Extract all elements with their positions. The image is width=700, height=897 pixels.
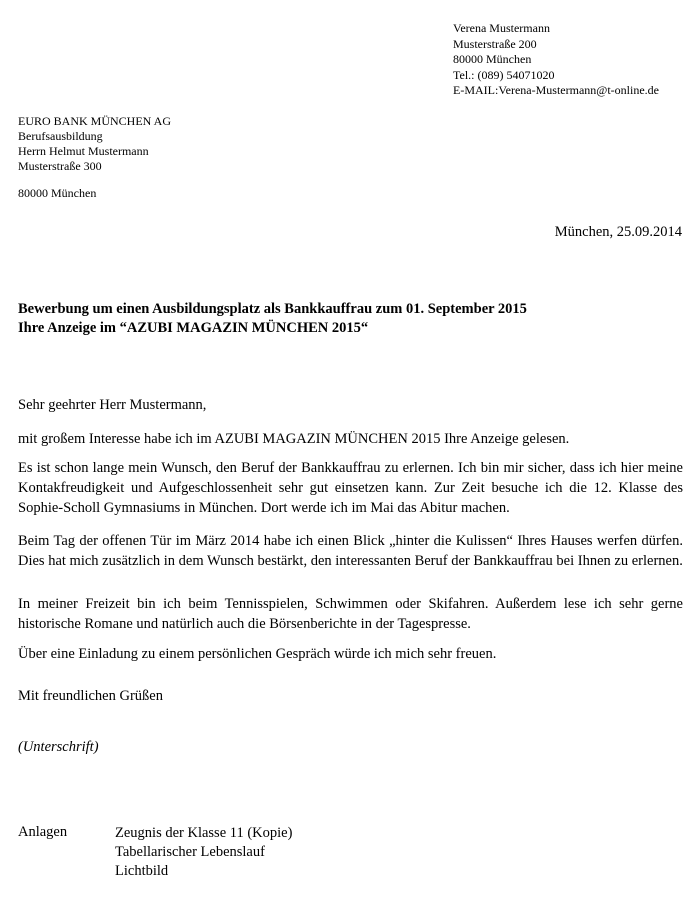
recipient-department: Berufsausbildung bbox=[18, 129, 103, 143]
sender-phone: Tel.: (089) 54071020 bbox=[453, 67, 555, 82]
recipient-street: Musterstraße 300 bbox=[18, 159, 102, 173]
recipient-company: EURO BANK MÜNCHEN AG bbox=[18, 114, 172, 128]
subject-line-1: Bewerbung um einen Ausbildungsplatz als Bankkauffrau zum 01. September 2015 bbox=[18, 301, 527, 317]
attachment-item: Zeugnis der Klasse 11 (Kopie) bbox=[115, 825, 293, 841]
attachments-list bbox=[115, 824, 292, 881]
paragraph-hobbies: In meiner Freizeit bin ich beim Tennisspielen, Schwimmen oder Skifahren. Außerdem lese ich sehr gerne historische Romane und natürlich auch die Börsenberichte in der Tagespresse. bbox=[18, 596, 683, 632]
attachments-label: Anlagen bbox=[18, 824, 68, 840]
letter-date: München, 25.09.2014 bbox=[554, 224, 682, 240]
paragraph-motivation: Es ist schon lange mein Wunsch, den Beruf der Bankkauffrau zu erlernen. Ich bin mir sicher, dass ich hier meine Kontakfreudigkeit und Aufgeschlossenheit sehr gut einsetzen kann. Zur Zeit besuche ich die 12. Klasse des Sophie-Scholl Gymnasiums in München. Dort werde ich im Mai das Abitur machen. bbox=[18, 460, 683, 516]
subject-line-2: Ihre Anzeige im “AZUBI MAGAZIN MÜNCHEN 2015“ bbox=[18, 320, 369, 336]
paragraph-intro: mit großem Interesse habe ich im AZUBI MAGAZIN MÜNCHEN 2015 Ihre Anzeige gelesen. bbox=[18, 431, 570, 447]
sender-address bbox=[453, 21, 659, 99]
sender-name: Verena Mustermann bbox=[453, 21, 550, 35]
subject-line bbox=[18, 300, 527, 338]
sender-street: Musterstraße 200 bbox=[453, 36, 537, 51]
sender-city: 80000 München bbox=[453, 52, 532, 66]
recipient-contact: Herrn Helmut Mustermann bbox=[18, 144, 149, 158]
recipient-city: 80000 München bbox=[18, 186, 97, 200]
recipient-address bbox=[18, 114, 171, 201]
salutation: Sehr geehrter Herr Mustermann, bbox=[18, 397, 207, 413]
signature: (Unterschrift) bbox=[18, 739, 99, 755]
attachment-item: Tabellarischer Lebenslauf bbox=[115, 844, 265, 860]
paragraph-invitation: Über eine Einladung zu einem persönlichen Gespräch würde ich mich sehr freuen. bbox=[18, 646, 497, 662]
paragraph-open-day: Beim Tag der offenen Tür im März 2014 habe ich einen Blick „hinter die Kulissen“ Ihres Hauses werfen dürfen. Dies hat mich zusätzlich in dem Wunsch bestärkt, den interessanten Beruf der Bankkauffrau bei Ihnen zu erlernen. bbox=[18, 533, 683, 569]
attachment-item: Lichtbild bbox=[115, 863, 169, 879]
closing: Mit freundlichen Grüßen bbox=[18, 688, 163, 704]
sender-email: E-MAIL:Verena-Mustermann@t-online.de bbox=[453, 83, 659, 97]
